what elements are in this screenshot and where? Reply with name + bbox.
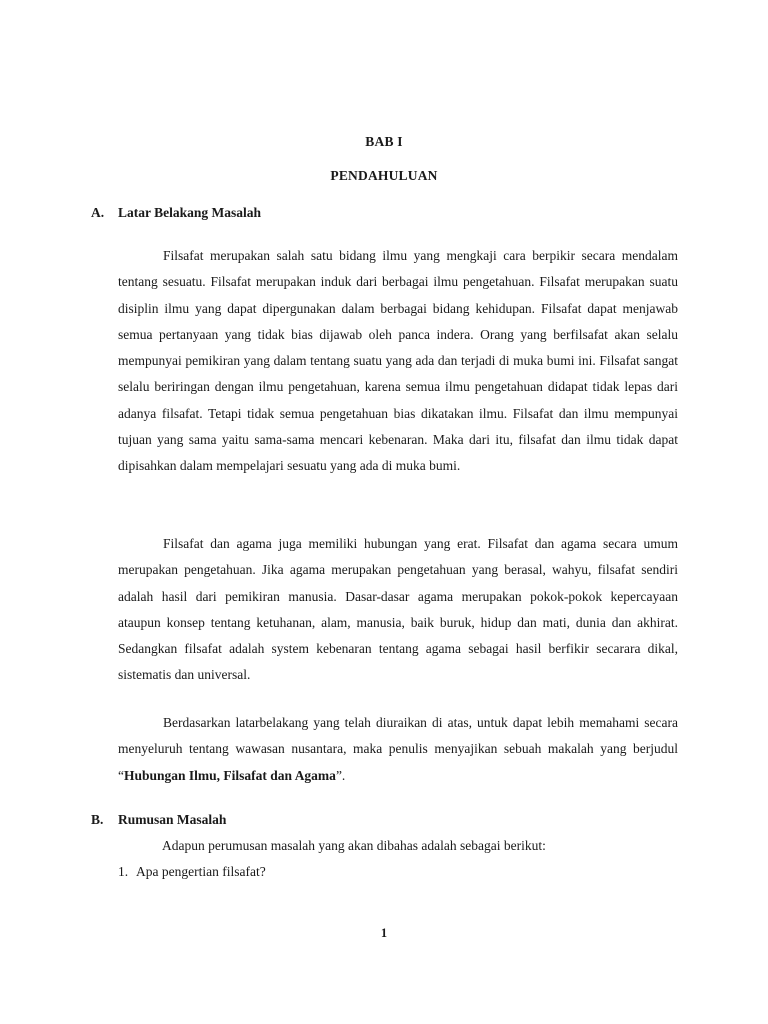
paragraph-3 [118, 710, 678, 789]
paper-title-bold: Hubungan Ilmu, Filsafat dan Agama [124, 767, 336, 783]
paragraph-2: Filsafat dan agama juga memiliki hubungan yang erat. Filsafat dan agama secara umum merupakan pengetahuan. Jika agama merupakan pengetahuan yang berasal, wahyu, filsafat sendiri adalah hasil dari pemikiran manusia. Dasar-dasar agama merupakan pokok-pokok kepercayaan ataupun konsep tentang ketuhanan, alam, manusia, baik buruk, hidup dan mati, dunia dan akhirat. Sedangkan filsafat adalah system kebenaran tentang agama sebagai hasil berfikir secarara dikal, sistematis dan universal. [118, 536, 678, 683]
section-letter: A. [91, 205, 105, 220]
list-item-text: Apa pengertian filsafat? [136, 864, 266, 879]
chapter-title: PENDAHULUAN [330, 168, 438, 183]
section-title: Rumusan Masalah [118, 812, 227, 827]
section-heading-b [91, 812, 226, 828]
section-heading-a [91, 205, 261, 221]
list-item [118, 864, 266, 880]
section-letter: B. [91, 812, 104, 827]
paragraph-3-text: Berdasarkan latarbelakang yang telah diuraikan di atas, untuk dapat lebih memahami secara menyeluruh tentang wawasan nusantara, maka penulis menyajikan sebuah makalah yang berjudul “ [118, 715, 678, 783]
paragraph-3-end: ”. [335, 767, 346, 783]
page-number: 1 [380, 926, 388, 940]
list-item-number: 1. [118, 864, 129, 879]
problem-intro: Adapun perumusan masalah yang akan dibahas adalah sebagai berikut: [162, 838, 546, 853]
paragraph-1: Filsafat merupakan salah satu bidang ilmu yang mengkaji cara berpikir secara mendalam tentang sesuatu. Filsafat merupakan induk dari berbagai ilmu pengetahuan. Filsafat merupakan suatu disiplin ilmu yang dapat dipergunakan dalam berbagai bidang kehidupan. Filsafat dapat menjawab semua pertanyaan yang tidak bias dijawab oleh panca indera. Orang yang berfilsafat akan selalu mempunyai pemikiran yang dalam tentang suatu yang ada dan terjadi di muka bumi ini. Filsafat sangat selalu beriringan dengan ilmu pengetahuan, karena semua ilmu pengetahuan didapat tidak lepas dari adanya filsafat. Tetapi tidak semua pengetahuan bias dikatakan ilmu. Filsafat dan ilmu mempunyai tujuan yang sama yaitu sama-sama mencari kebenaran. Maka dari itu, filsafat dan ilmu tidak dapat dipisahkan dalam mempelajari sesuatu yang ada di muka bumi. [118, 248, 678, 474]
chapter-number: BAB I [365, 134, 403, 149]
section-title: Latar Belakang Masalah [118, 205, 262, 220]
